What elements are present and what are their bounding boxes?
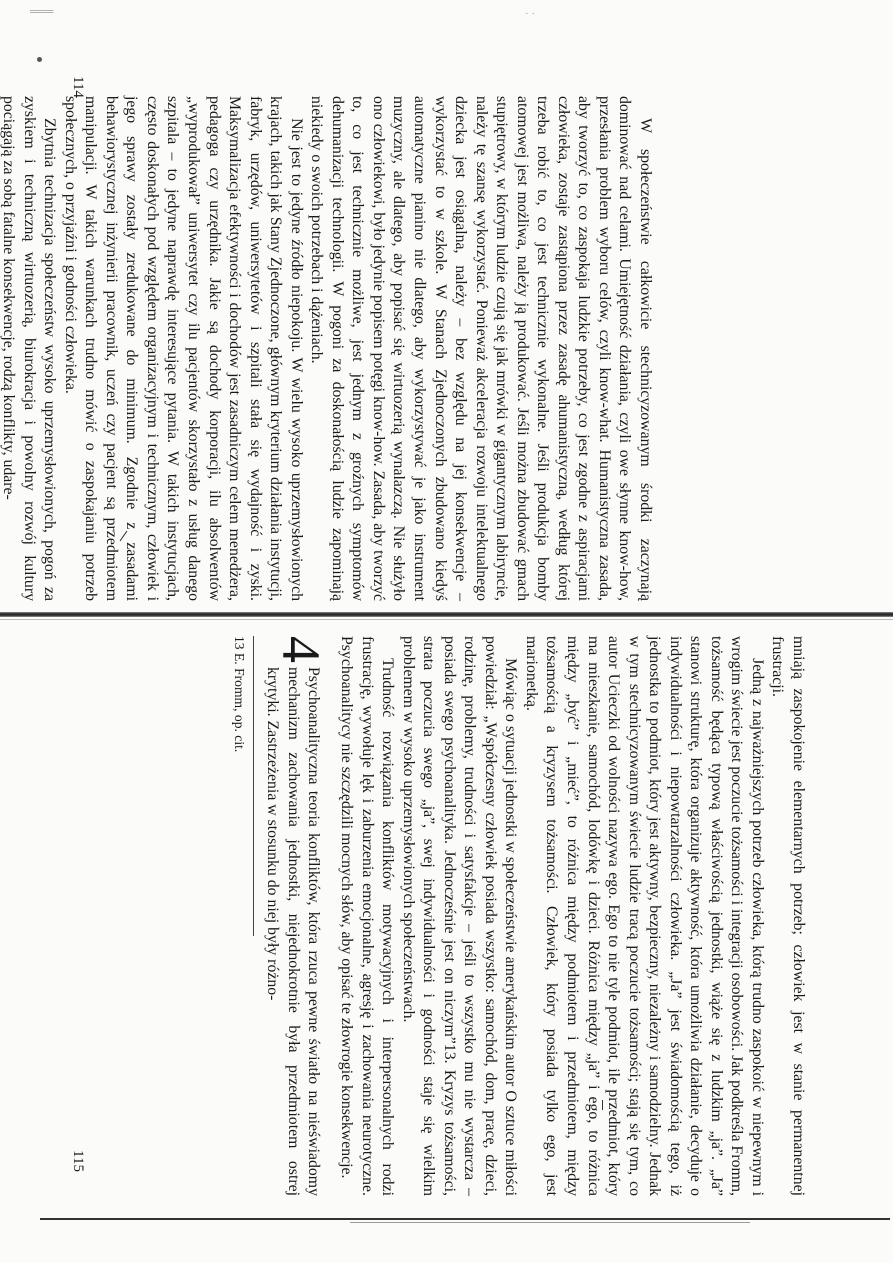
page-fold-shadow <box>0 619 893 620</box>
section-number: 4 <box>271 636 332 663</box>
scan-mark: ═══ <box>30 6 54 18</box>
section-paragraph <box>262 636 332 1196</box>
page-number-left: 114 <box>70 76 86 98</box>
paragraph: Mówiąc o sytuacji jednostki w społeczeństwie amerykańskim autor O sztuce miłości powiedział: „Współczesny człowiek posiada wszystko: samochód, dom, pracę, dzieci, rodzinę, problemy, trudności i satysfakcje – jeśli to wszystko mu nie wystarcza – posiada swego psychoanalityka. Jednocześnie jest on niczym”13. Kryzys tożsamości, strata poczucia swego „ja”, swej indywidualności i godności staje się wielkim problemem w wysoko uprzemysłowionych społeczeństwach. <box>399 636 520 1196</box>
bottom-edge <box>40 1218 890 1220</box>
footnote: 13 E. Fromm, op. cit. <box>231 636 247 753</box>
paragraph: W społeczeństwie całkowicie stechnicyzowanym środki zaczynają dominować nad celami. Umiejętność działania, czyli owe słynne know-how, przesłania problem wyboru celów, czyli know-what. Humanistyczna zasada, aby tworzyć to, co zaspokaja ludzkie potrzeby, co jest zgodne z aspiracjami człowieka, zostaje zastąpiona przez zasadę ahumanistyczną, według której trzeba robić to, co jest technicznie wykonalne. Jeśli produkcja bomby atomowej jest możliwa, należy ją produkować. Jeśli można zbudować gmach stupiętrowy, w którym ludzie czują się jak mrówki w gigantycznym labiryncie, należy tę szansę wykorzystać. Ponieważ akceleracja rozwoju intelektualnego dziecka jest osiągalna, należy – bez względu na jej konsekwencje – wykorzystać to w szkole. W Stanach Zjednoczonych zbudowano kiedyś automatyczne pianino nie dlatego, aby wykorzystywać je jako instrument muzyczny, ale dlatego, aby popisać się wirtuozerią wynalazczą. Nie służyło ono człowiekowi, było jedynie popisem potęgi know-how. Zasada, aby tworzyć to, co jest technicznie możliwe, jest jednym z groźnych symptomów dehumanizacji technologii. W pogoni za doskonałością ludzie zapominają niekiedy o swoich potrzebach i dążeniach. <box>308 96 654 601</box>
scan-tick <box>602 1100 603 1110</box>
scan-mark: · · <box>525 8 536 20</box>
paragraph: Nie jest to jedyne źródło niepokoju. W wielu wysoko uprzemysłowionych krajach, takich jak Stany Zjednoczone, głównym kryterium działania instytucji, fabryk, urzędów, uniwersytetów i szpitali stała się wydajność i zyski. Maksymalizacja efektywności i dochodów jest zasadniczym celem menedżera, pedagoga czy urzędnika. Jakie są dochody korporacji, ilu absolwentów „wyprodukował” uniwersytet czy ilu pacjentów skorzystało z usług danego szpitala – to jedyne naprawdę interesujące pytania. W takich instytucjach, często doskonałych pod względem organizacyjnym i technicznym, człowiek i jego sprawy zostały zredukowane do minimum. Zgodnie z zasadami behawiorystycznej inżynierii pracownik, uczeń czy pacjent są przedmiotem manipulacji. W takich warunkach trudno mówić o zaspokajaniu potrzeb społecznych, o przyjaźni i godności człowieka. <box>61 96 305 601</box>
page-fold <box>0 612 893 617</box>
right-page-text <box>148 636 808 1196</box>
section-text: Psychoanalityczna teoria konfliktów, która rzuca pewne światło na nieświadomy mechanizm zachowania jednostki, niejednokrotnie była przedmiotem ostrej krytyki. Zastrzeżenia w stosunku do niej były różno- <box>264 667 323 1196</box>
paragraph: mniają zaspokojenie elementarnych potrzeb; człowiek jest w stanie permanentnej frustracji. <box>769 636 807 1196</box>
left-page-text <box>0 96 655 601</box>
footnote-rule <box>253 636 254 936</box>
scan-dot <box>37 57 42 62</box>
paragraph: Jedną z najważniejszych potrzeb człowieka, którą trudno zaspokoić w niepewnym i wrogim świecie jest poczucie tożsamości i integracji osobowości. Jak podkreśla Fromm, tożsamość będąca typową właściwością jednostki, wiąże się z ludzkim „ja”. „Ja” stanowi strukturę, która organizuje aktywność, która umożliwia działanie, decyduje o indywidualności i niepowtarzalności człowieka. „Ja” jest świadomością tego, iż jednostka to podmiot, który jest aktywny, bezpieczny, niezależny i samodzielny. Jednak w tym stechnicyzowanym świecie ludzie tracą poczucie tożsamości; stają się tym, co autor Ucieczki od wolności nazywa ego. Ego to nie tyle podmiot, ile przedmiot, który ma mieszkanie, samochód, lodówkę i dzieci. Różnica między „ja” i ego, to różnica między „być” i „mieć”, to różnica między podmiotem i przedmiotem, między tożsamością a kryzysem tożsamości. Człowiek, który posiada tylko ego, jest marionetką. <box>522 636 766 1196</box>
page-number-right: 115 <box>70 1150 86 1172</box>
paragraph: Trudność rozwiązania konfliktów motywacyjnych i interpersonalnych rodzi frustrację, wywołuje lęk i zaburzenia emocjonalne, agresję i zachowania neurotyczne. Psychoanalitycy nie szczędzili mocnych słów, aby opisać te złowrogie konsekwencje. <box>337 636 397 1196</box>
bottom-edge-shadow <box>350 1222 750 1223</box>
paragraph: Zbytnia technizacja społeczeństw wysoko uprzemysłowionych, pogoń za zyskiem i techniczną wirtuozerią, biurokracja i powolny rozwój kultury pociągają za sobą fatalne konsekwencje, rodzą konflikty, udare- <box>0 96 59 601</box>
